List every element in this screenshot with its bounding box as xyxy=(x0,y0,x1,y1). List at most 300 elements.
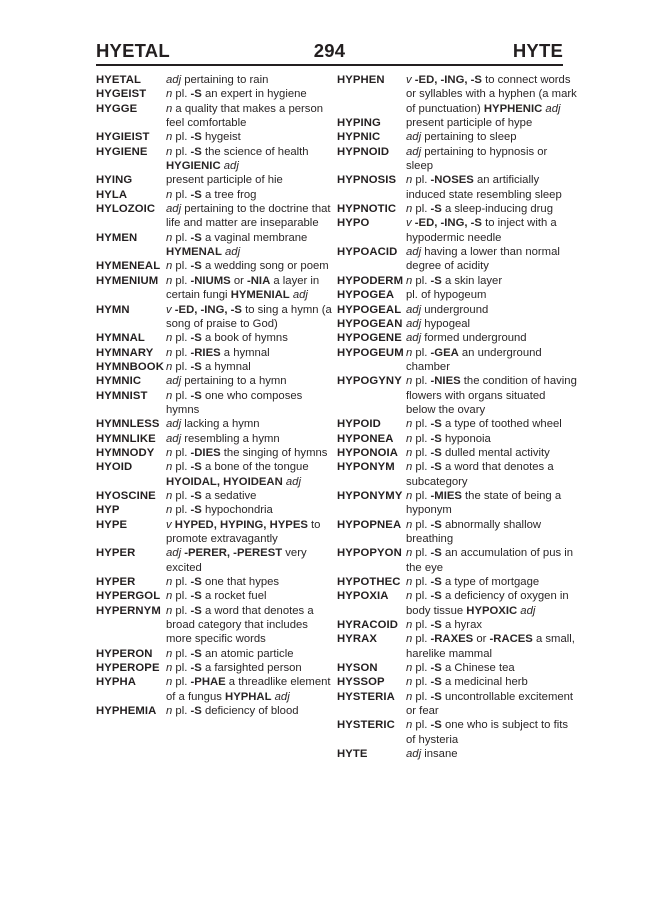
definition-text: pl. xyxy=(172,662,191,675)
definition-text: to inject with a hypodermic needle xyxy=(406,217,557,244)
definition-text: a hymnal xyxy=(201,360,251,373)
headword: HYPHEN xyxy=(337,74,385,86)
definition-text: the state of being a hyponym xyxy=(406,489,562,517)
definition xyxy=(166,274,336,303)
dictionary-entry xyxy=(96,188,336,202)
definition xyxy=(406,202,577,216)
part-of-speech: n xyxy=(406,461,413,474)
definition-text: a sleep-inducing drug xyxy=(441,203,553,216)
headword: HYPING xyxy=(337,117,381,130)
dictionary-entry xyxy=(96,518,336,547)
part-of-speech: n xyxy=(166,576,173,589)
definition-text: a tree frog xyxy=(201,188,257,201)
part-of-speech: n xyxy=(406,174,413,187)
headword: HYPODERM xyxy=(337,274,404,287)
definition xyxy=(166,303,336,332)
headword: HYGGE xyxy=(96,102,138,115)
headword: HYOSCINE xyxy=(96,489,156,502)
definition xyxy=(406,432,577,446)
dictionary-entry xyxy=(96,661,336,675)
definition-text: a type of toothed wheel xyxy=(441,418,562,431)
dictionary-entry xyxy=(337,589,577,618)
dictionary-entry xyxy=(337,661,577,675)
definition-text: pl. xyxy=(412,274,431,287)
definition-text: pl. xyxy=(412,346,431,359)
part-of-speech: n xyxy=(166,389,173,402)
definition xyxy=(166,389,336,418)
definition-text: a hyrax xyxy=(441,619,482,632)
headword: HYPEROPE xyxy=(96,662,160,675)
definition xyxy=(166,417,336,431)
dictionary-entry xyxy=(337,116,577,130)
inflection: -S xyxy=(190,332,202,345)
definition-text: pl. xyxy=(172,676,191,689)
definition-text: pl. xyxy=(172,489,191,502)
part-of-speech: n xyxy=(166,88,173,101)
inflection: -S xyxy=(430,547,442,560)
headword: HYGIEIST xyxy=(96,131,150,144)
definition-text: pl. xyxy=(172,131,191,144)
definition xyxy=(406,675,577,689)
dictionary-entry xyxy=(337,546,577,575)
inflection: -S xyxy=(190,145,202,158)
part-of-speech: adj xyxy=(166,418,182,431)
headword: HYPOPNEA xyxy=(337,518,402,531)
definition xyxy=(406,116,577,130)
headword: HYPNIC xyxy=(337,131,381,144)
part-of-speech: n xyxy=(166,705,173,718)
page-number: 294 xyxy=(313,40,346,61)
inflection: HYMENIAL xyxy=(230,289,290,302)
definition xyxy=(166,202,336,231)
part-of-speech: adj xyxy=(285,475,301,488)
part-of-speech: n xyxy=(406,432,413,445)
definition xyxy=(406,489,577,518)
dictionary-entry xyxy=(337,130,577,144)
definition-text: a vaginal membrane xyxy=(201,231,308,244)
part-of-speech: n xyxy=(166,231,173,244)
headword: HYSON xyxy=(337,662,378,675)
inflection: HYPED, HYPING, HYPES xyxy=(174,518,308,531)
headword: HYPOTHEC xyxy=(337,576,401,589)
definition-text: the science of health xyxy=(201,145,309,158)
headword: HYSTERIA xyxy=(337,690,395,703)
definition-text: pl. xyxy=(412,633,431,646)
part-of-speech: adj xyxy=(406,748,422,761)
definition-text: a Chinese tea xyxy=(441,662,515,675)
definition-text: pl. xyxy=(412,576,431,589)
definition xyxy=(166,589,336,603)
definition-text: an artificially induced state resembling sleep xyxy=(406,174,562,201)
part-of-speech: n xyxy=(166,590,173,603)
part-of-speech: n xyxy=(166,647,173,660)
part-of-speech: adj xyxy=(166,203,182,216)
definition-text: pl. xyxy=(172,389,191,402)
headword: HYPONYM xyxy=(337,461,395,474)
definition-text: pl. xyxy=(412,518,431,531)
dictionary-entry xyxy=(96,432,336,446)
headword: HYRACOID xyxy=(337,619,399,632)
dictionary-entry xyxy=(337,317,577,331)
definition-text: pl. xyxy=(172,360,191,373)
definition xyxy=(406,690,577,719)
dictionary-entry xyxy=(337,216,577,245)
headword: HYMNBOOK xyxy=(96,360,164,373)
headword: HYPERON xyxy=(96,647,153,660)
definition xyxy=(406,589,577,618)
dictionary-entry xyxy=(96,575,336,589)
definition-text: pertaining to sleep xyxy=(421,131,517,144)
definition-text: having a lower than normal degree of acidity xyxy=(406,246,560,273)
inflection: -S xyxy=(430,274,442,287)
definition-text: pl. xyxy=(412,174,431,187)
definition xyxy=(406,374,577,417)
dictionary-entry xyxy=(96,87,336,101)
inflection: -S xyxy=(190,647,202,660)
definition-text: a layer in certain fungi xyxy=(166,274,320,302)
headword: HYPNOTIC xyxy=(337,203,397,216)
part-of-speech: adj xyxy=(406,131,422,144)
definition-text: pl. xyxy=(412,590,431,603)
part-of-speech: n xyxy=(166,102,173,115)
headword: HYMNIC xyxy=(96,375,142,388)
part-of-speech: n xyxy=(406,619,413,632)
definition-text: the singing of hymns xyxy=(220,446,328,459)
definition-text: a deficiency of oxygen in body tissue xyxy=(406,590,569,617)
inflection: HYPOXIC xyxy=(466,604,518,617)
part-of-speech: adj xyxy=(274,690,290,703)
definition-text: pl. xyxy=(172,231,191,244)
part-of-speech: n xyxy=(166,604,173,617)
dictionary-entry xyxy=(96,704,336,718)
dictionary-entry xyxy=(96,374,336,388)
definition-text: the condition of having flowers with organs situated below the ovary xyxy=(406,375,577,416)
inflection: -NIES xyxy=(430,375,461,388)
inflection: HYPHAL xyxy=(225,690,272,703)
definition-text: pl. xyxy=(412,662,431,675)
definition-text: pl. xyxy=(172,260,191,273)
inflection: -RAXES xyxy=(430,633,474,646)
definition-text: pertaining to the doctrine that life and matter are inseparable xyxy=(166,203,331,230)
inflection: -S xyxy=(190,590,202,603)
inflection: -S xyxy=(430,576,442,589)
dictionary-entry xyxy=(96,259,336,273)
dictionary-entry xyxy=(337,145,577,174)
definition-text: pl. xyxy=(172,647,191,660)
definition xyxy=(166,647,336,661)
headword: HYMENEAL xyxy=(96,260,161,273)
definition xyxy=(406,317,577,331)
definition-text: pl. xyxy=(412,719,431,732)
definition-text: formed underground xyxy=(421,332,527,345)
part-of-speech: v xyxy=(166,303,172,316)
dictionary-entry xyxy=(96,130,336,144)
part-of-speech: n xyxy=(406,446,413,459)
definition-text: pl. xyxy=(172,145,191,158)
headword: HYPOGEUM xyxy=(337,346,404,359)
inflection: -S xyxy=(430,432,442,445)
part-of-speech: n xyxy=(166,662,173,675)
definition-text: pl. xyxy=(172,188,191,201)
definition-text: pl. xyxy=(412,619,431,632)
part-of-speech: n xyxy=(406,547,413,560)
definition-text: pl. xyxy=(412,489,431,502)
definition xyxy=(166,331,336,345)
part-of-speech: n xyxy=(406,633,413,646)
definition-text: a sedative xyxy=(201,489,257,502)
inflection: -S xyxy=(430,446,442,459)
definition-text: pl. xyxy=(412,676,431,689)
inflection: -S xyxy=(430,662,442,675)
headword: HYPNOSIS xyxy=(337,174,397,187)
headword: HYPERGOL xyxy=(96,590,161,603)
definition xyxy=(406,145,577,174)
definition-text: very excited xyxy=(166,547,307,574)
definition-text: to connect words or syllables with a hyphen (a mark of punctuation) xyxy=(406,74,577,115)
definition-text: an accumulation of pus in the eye xyxy=(406,547,574,574)
inflection: -S xyxy=(190,662,202,675)
part-of-speech: n xyxy=(406,576,413,589)
definition xyxy=(406,718,577,747)
definition xyxy=(406,274,577,288)
definition-text: to promote extravagantly xyxy=(166,518,321,545)
headword: HYPO xyxy=(337,217,370,230)
definition-text: or xyxy=(230,274,248,287)
dictionary-entry xyxy=(96,145,336,174)
definition-text: an expert in hygiene xyxy=(201,88,307,101)
inflection: -S xyxy=(190,705,202,718)
part-of-speech: adj xyxy=(223,160,239,173)
definition-text: a quality that makes a person feel comfortable xyxy=(166,102,324,130)
inflection: -DIES xyxy=(190,446,221,459)
headword: HYPONEA xyxy=(337,432,394,445)
part-of-speech: n xyxy=(406,719,413,732)
headword: HYPONYMY xyxy=(337,489,403,502)
definition xyxy=(166,489,336,503)
definition xyxy=(166,130,336,144)
dictionary-entry xyxy=(96,389,336,418)
definition xyxy=(166,704,336,718)
headword: HYLA xyxy=(96,188,128,201)
headword: HYTE xyxy=(337,748,368,761)
definition-text: pl. xyxy=(172,461,191,474)
definition xyxy=(166,503,336,517)
dictionary-entry xyxy=(337,73,577,116)
inflection: -ED, -ING, -S xyxy=(174,303,242,316)
right-guide-word: HYTE xyxy=(512,40,563,61)
part-of-speech: adj xyxy=(406,332,422,345)
part-of-speech: n xyxy=(166,188,173,201)
definition-text: to sing a hymn (a song of praise to God) xyxy=(166,303,332,330)
dictionary-entry xyxy=(96,446,336,460)
headword: HYPOID xyxy=(337,418,381,431)
dictionary-entry xyxy=(96,231,336,260)
definition-text: pl. xyxy=(172,88,191,101)
headword: HYPOXIA xyxy=(337,590,389,603)
part-of-speech: adj xyxy=(292,289,308,302)
part-of-speech: adj xyxy=(406,145,422,158)
definition xyxy=(406,460,577,489)
part-of-speech: adj xyxy=(520,604,536,617)
inflection: -GEA xyxy=(430,346,459,359)
definition-text: lacking a hymn xyxy=(181,418,260,431)
dictionary-entry xyxy=(337,690,577,719)
headword: HYP xyxy=(96,504,120,517)
definition xyxy=(406,618,577,632)
definition xyxy=(406,546,577,575)
headword: HYMN xyxy=(96,303,130,316)
definition xyxy=(406,417,577,431)
inflection: -S xyxy=(430,518,442,531)
definition xyxy=(406,661,577,675)
definition-text: a skin layer xyxy=(441,274,503,287)
inflection: HYMENAL xyxy=(166,246,222,259)
inflection: -S xyxy=(190,88,202,101)
headword: HYPOGEAL xyxy=(337,303,402,316)
definition-text: hygeist xyxy=(201,131,241,144)
definition xyxy=(406,346,577,375)
inflection: -PHAE xyxy=(190,676,226,689)
dictionary-entry xyxy=(337,747,577,761)
inflection: -S xyxy=(430,619,442,632)
definition-text: pl. xyxy=(172,705,191,718)
inflection: -S xyxy=(430,719,442,732)
dictionary-entry xyxy=(337,446,577,460)
inflection: -NIA xyxy=(247,274,271,287)
definition-text: pl. xyxy=(172,332,191,345)
headword: HYMNODY xyxy=(96,446,155,459)
headword: HYSTERIC xyxy=(337,719,395,732)
headword: HYMNLESS xyxy=(96,418,160,431)
definition-text: pl. xyxy=(172,274,191,287)
definition xyxy=(166,604,336,647)
part-of-speech: n xyxy=(406,489,413,502)
dictionary-entry xyxy=(337,575,577,589)
definition-text: pl. of hypogeum xyxy=(406,289,487,302)
inflection: -S xyxy=(190,604,202,617)
inflection: -S xyxy=(430,690,442,703)
inflection: -RACES xyxy=(489,633,533,646)
definition-text: a rocket fuel xyxy=(201,590,267,603)
dictionary-entry xyxy=(96,460,336,489)
definition-text: pertaining to a hymn xyxy=(181,375,287,388)
definition xyxy=(166,360,336,374)
inflection: HYPHENIC xyxy=(483,102,543,115)
definition xyxy=(406,173,577,202)
part-of-speech: n xyxy=(406,662,413,675)
dictionary-entry xyxy=(337,288,577,302)
definition-text: resembling a hymn xyxy=(181,432,280,445)
definition-text: dulled mental activity xyxy=(441,446,550,459)
part-of-speech: n xyxy=(166,489,173,502)
dictionary-entry xyxy=(337,718,577,747)
headword: HYSSOP xyxy=(337,676,385,689)
inflection: -S xyxy=(190,260,202,273)
inflection: -S xyxy=(190,188,202,201)
headword: HYPOGENE xyxy=(337,332,402,345)
part-of-speech: n xyxy=(166,461,173,474)
dictionary-entry xyxy=(337,274,577,288)
definition-text: pl. xyxy=(172,504,191,517)
definition xyxy=(166,173,336,187)
part-of-speech: n xyxy=(166,260,173,273)
inflection: -S xyxy=(190,389,202,402)
definition-text: an atomic particle xyxy=(201,647,294,660)
headword: HYPOGYNY xyxy=(337,375,402,388)
headword: HYETAL xyxy=(96,74,141,86)
part-of-speech: v xyxy=(406,217,412,230)
definition xyxy=(166,518,336,547)
inflection: -S xyxy=(430,676,442,689)
left-guide-word: HYETAL xyxy=(96,40,170,61)
definition-text: insane xyxy=(421,748,458,761)
headword: HYING xyxy=(96,174,133,187)
headword: HYPOGEAN xyxy=(337,317,403,330)
dictionary-entry xyxy=(96,503,336,517)
definition-text: a wedding song or poem xyxy=(201,260,329,273)
part-of-speech: n xyxy=(406,274,413,287)
definition xyxy=(166,87,336,101)
definition-text: pl. xyxy=(412,461,431,474)
definition xyxy=(166,661,336,675)
headword: HYOID xyxy=(96,461,133,474)
dictionary-entry xyxy=(337,173,577,202)
definition xyxy=(166,446,336,460)
part-of-speech: v xyxy=(166,518,172,531)
definition-text: pl. xyxy=(412,418,431,431)
part-of-speech: n xyxy=(166,332,173,345)
inflection: -MIES xyxy=(430,489,462,502)
definition xyxy=(406,130,577,144)
definition xyxy=(166,145,336,174)
headword: HYMNARY xyxy=(96,346,154,359)
definition-text: an underground chamber xyxy=(406,346,542,373)
definition-text: pertaining to hypnosis or sleep xyxy=(406,145,548,173)
dictionary-entry xyxy=(337,675,577,689)
definition xyxy=(166,675,336,704)
definition xyxy=(166,346,336,360)
part-of-speech: n xyxy=(406,590,413,603)
definition-text: hypochondria xyxy=(201,504,273,517)
definition-text: present participle of hie xyxy=(166,174,283,187)
definition-text: a bone of the tongue xyxy=(201,461,309,474)
part-of-speech: n xyxy=(166,145,173,158)
definition-text: pl. xyxy=(172,446,191,459)
headword: HYPONOIA xyxy=(337,446,399,459)
part-of-speech: n xyxy=(406,375,413,388)
definition xyxy=(406,446,577,460)
dictionary-entry xyxy=(96,489,336,503)
part-of-speech: adj xyxy=(406,317,422,330)
inflection: -S xyxy=(190,360,202,373)
definition xyxy=(166,188,336,202)
definition xyxy=(166,460,336,489)
inflection: -S xyxy=(190,461,202,474)
dictionary-entry xyxy=(96,73,336,87)
headword: HYGIENE xyxy=(96,145,148,158)
definition xyxy=(406,632,577,661)
definition-text: abnormally shallow breathing xyxy=(406,518,542,545)
headword: HYPE xyxy=(96,518,128,531)
part-of-speech: n xyxy=(406,418,413,431)
dictionary-entry xyxy=(337,303,577,317)
definition-text: underground xyxy=(421,303,489,316)
definition xyxy=(406,747,577,761)
part-of-speech: n xyxy=(166,131,173,144)
inflection: -S xyxy=(190,131,202,144)
definition xyxy=(406,518,577,547)
dictionary-entry xyxy=(96,546,336,575)
